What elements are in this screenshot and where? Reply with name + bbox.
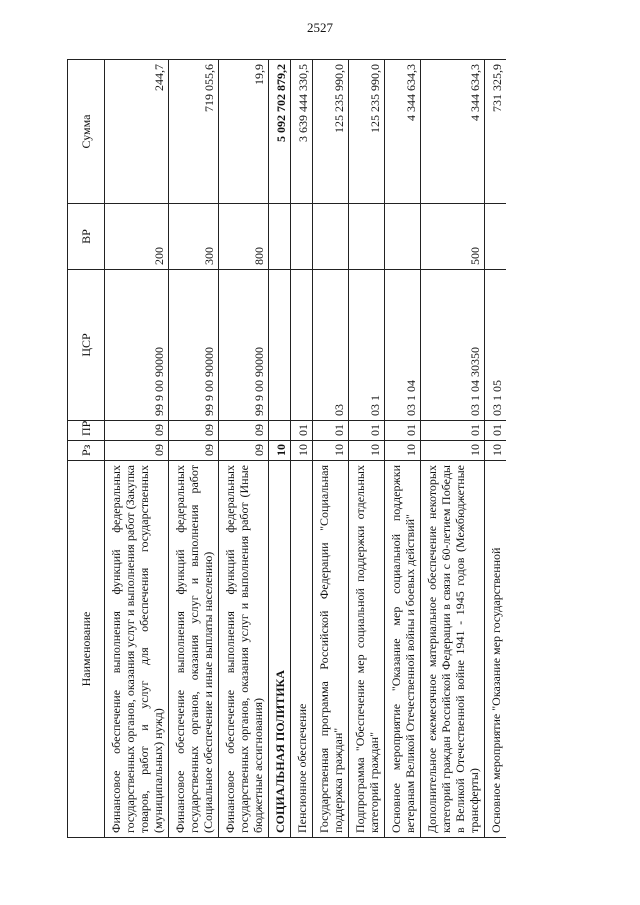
- header-vr: ВР: [68, 204, 105, 270]
- row-sum: 4 344 634,3: [385, 60, 421, 204]
- row-pr: 01: [421, 421, 485, 441]
- row-name: Основное мероприятие "Оказание мер социальной поддержки ветеранам Великой Отечественной войны и боевых действий": [385, 461, 421, 838]
- row-csr: 03 1 05: [485, 270, 507, 421]
- table-row: [169, 60, 219, 838]
- row-rz: 10: [485, 441, 507, 461]
- table-row: [219, 60, 269, 838]
- row-name: Дополнительное ежемесячное материальное обеспечение некоторых категорий граждан Российской Федерации в связи с 60-летием Победы в Великой Отечественной войне 1941 - 1945 годов (Межбюджетные трансферты): [421, 461, 485, 838]
- row-pr: 01: [313, 421, 349, 441]
- row-vr: 500: [421, 204, 485, 270]
- row-name: Государственная программа Российской Федерации "Социальная поддержка граждан": [313, 461, 349, 838]
- row-sum: 4 344 634,3: [421, 60, 485, 204]
- rotated-budget-table: [67, 60, 605, 838]
- table-row: [385, 60, 421, 838]
- row-pr: 01: [349, 421, 385, 441]
- row-name: Финансовое обеспечение выполнения функций федеральных государственных органов, оказания услуг и выполнения работ (Иные бюджетные ассигнования): [219, 461, 269, 838]
- row-csr: 03 1 04 30350: [421, 270, 485, 421]
- row-vr: [349, 204, 385, 270]
- row-name: Финансовое обеспечение выполнения функций федеральных государственных органов, оказания услуг и выполнения работ (Закупка товаров, работ и услуг для обеспечения государственных (муниципальных) нужд): [105, 461, 169, 838]
- row-sum: 719 055,6: [169, 60, 219, 204]
- row-vr: [385, 204, 421, 270]
- table-header-row: [68, 60, 105, 838]
- row-vr: 800: [219, 204, 269, 270]
- row-sum: 731 325,9: [485, 60, 507, 204]
- row-rz: 10: [313, 441, 349, 461]
- row-rz: 10: [385, 441, 421, 461]
- row-rz: 10: [291, 441, 313, 461]
- header-rz: Рз: [68, 441, 105, 461]
- row-pr: 01: [291, 421, 313, 441]
- row-vr: [313, 204, 349, 270]
- row-csr: 99 9 00 90000: [169, 270, 219, 421]
- row-name: Основное мероприятие "Оказание мер государственной: [485, 461, 507, 838]
- row-rz: 09: [169, 441, 219, 461]
- row-sum: 244,7: [105, 60, 169, 204]
- header-sum: Сумма: [68, 60, 105, 204]
- row-name: Финансовое обеспечение выполнения функций федеральных государственных органов, оказания услуг и выполнения работ (Социальное обеспечение и иные выплаты населению): [169, 461, 219, 838]
- row-sum: 125 235 990,0: [313, 60, 349, 204]
- row-rz: 10: [349, 441, 385, 461]
- header-name: Наименование: [68, 461, 105, 838]
- row-pr: 09: [169, 421, 219, 441]
- row-vr: 200: [105, 204, 169, 270]
- row-csr: [291, 270, 313, 421]
- page-number: 2527: [307, 20, 333, 35]
- row-name: Подпрограмма "Обеспечение мер социальной поддержки отдельных категорий граждан": [349, 461, 385, 838]
- row-sum: 5 092 702 879,2: [269, 60, 291, 204]
- row-pr: 01: [485, 421, 507, 441]
- row-csr: 03 1: [349, 270, 385, 421]
- budget-table: [67, 59, 506, 838]
- row-rz: 10: [421, 441, 485, 461]
- row-sum: 125 235 990,0: [349, 60, 385, 204]
- row-pr: 09: [105, 421, 169, 441]
- row-pr: 09: [219, 421, 269, 441]
- table-row: [291, 60, 313, 838]
- row-csr: 03 1 04: [385, 270, 421, 421]
- header-pr: ПР: [68, 421, 105, 441]
- table-row: [313, 60, 349, 838]
- row-vr: [485, 204, 507, 270]
- row-name: СОЦИАЛЬНАЯ ПОЛИТИКА: [269, 461, 291, 838]
- row-csr: [269, 270, 291, 421]
- row-rz: 09: [105, 441, 169, 461]
- table-row: [485, 60, 507, 838]
- table-row: [105, 60, 169, 838]
- row-vr: [291, 204, 313, 270]
- row-rz: 10: [269, 441, 291, 461]
- row-pr: 01: [385, 421, 421, 441]
- table-row: [421, 60, 485, 838]
- row-vr: [269, 204, 291, 270]
- row-pr: [269, 421, 291, 441]
- row-name: Пенсионное обеспечение: [291, 461, 313, 838]
- row-rz: 09: [219, 441, 269, 461]
- table-row-section: [269, 60, 291, 838]
- row-sum: 19,9: [219, 60, 269, 204]
- row-vr: 300: [169, 204, 219, 270]
- row-sum: 3 639 444 330,5: [291, 60, 313, 204]
- table-row: [349, 60, 385, 838]
- header-csr: ЦСР: [68, 270, 105, 421]
- row-csr: 99 9 00 90000: [219, 270, 269, 421]
- row-csr: 03: [313, 270, 349, 421]
- row-csr: 99 9 00 90000: [105, 270, 169, 421]
